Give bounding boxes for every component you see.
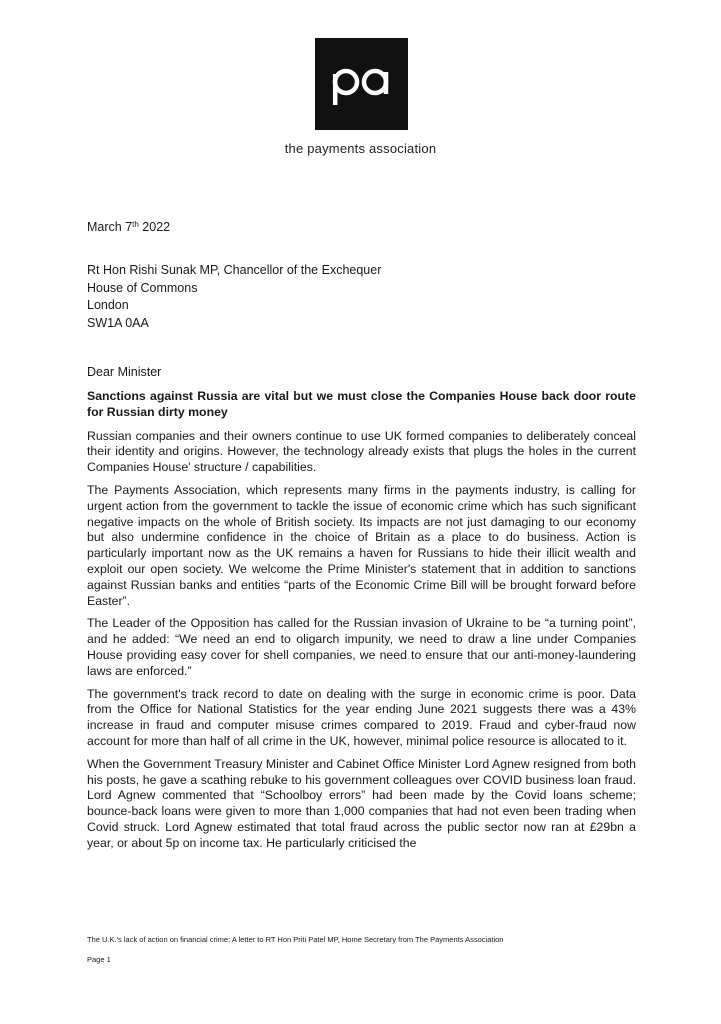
recipient-line: SW1A 0AA bbox=[87, 315, 149, 330]
organisation-name: the payments association bbox=[284, 141, 437, 156]
body-paragraph: The Leader of the Opposition has called for the Russian invasion of Ukraine to be “a turning point”, and he added: “We need an end to oligarch impunity, we need to draw a line under Companies House providing easy cover for shell companies, we need to ensure that our anti-money-laundering laws are enforced.” bbox=[87, 616, 636, 678]
footer-running-title: The U.K.'s lack of action on financial crime: A letter to RT Hon Priti Patel MP, Home Secretary from The Payments Association bbox=[87, 935, 504, 944]
date-ordinal: th bbox=[132, 220, 139, 229]
date-year: 2022 bbox=[138, 220, 171, 234]
body-paragraph: Russian companies and their owners continue to use UK formed companies to deliberately conceal their identity and origins. However, the technology already exists that plugs the holes in the current Companies House' structure / capabilities. bbox=[87, 428, 636, 475]
recipient-address bbox=[87, 262, 381, 332]
page-number: Page 1 bbox=[87, 955, 111, 964]
body-paragraph: The government's track record to date on dealing with the surge in economic crime is poor. Data from the Office for National Statistics for the year ending June 2021 suggests there was a 43% increase in fraud and computer misuse crimes compared to 2019. Fraud and cyber-fraud now account for more than half of all crime in the UK, however, minimal police resource is allocated to it. bbox=[87, 686, 636, 748]
recipient-line: London bbox=[87, 298, 129, 312]
recipient-line: Rt Hon Rishi Sunak MP, Chancellor of the Exchequer bbox=[87, 263, 382, 277]
body-paragraph: When the Government Treasury Minister and Cabinet Office Minister Lord Agnew resigned from both his posts, he gave a scathing rebuke to his government colleagues over COVID business loan fraud. Lord Agnew commented that “Schoolboy errors” had been made by the Covid loans scheme; bounce-back loans were given to more than 1,000 companies that had not even been trading when Covid struck. Lord Agnew estimated that total fraud across the public sector now ran at £29bn a year, or about 5p on income tax. He particularly criticised the bbox=[87, 756, 636, 850]
date-day-month: March 7 bbox=[87, 220, 133, 234]
recipient-line: House of Commons bbox=[87, 280, 198, 295]
letter-date bbox=[87, 220, 170, 234]
letter-body bbox=[87, 389, 636, 859]
salutation: Dear Minister bbox=[87, 365, 162, 379]
pa-logo-mark bbox=[315, 38, 408, 130]
pa-logo bbox=[315, 38, 408, 130]
subject-heading: Sanctions against Russia are vital but we must close the Companies House back door route for Russian dirty money bbox=[87, 389, 636, 419]
body-paragraph: The Payments Association, which represents many firms in the payments industry, is calling for urgent action from the government to tackle the issue of economic crime which has such significant negative impacts on the whole of British society. Its impacts are not just damaging to our economy but also undermine confidence in the choice of Britain as a place to do business. Action is particularly important now as the UK remains a haven for Russians to hide their illicit wealth and exploit our open society. We welcome the Prime Minister's statement that in addition to sanctions against Russian banks and entities “parts of the Economic Crime Bill will be brought forward before Easter”. bbox=[87, 482, 636, 608]
